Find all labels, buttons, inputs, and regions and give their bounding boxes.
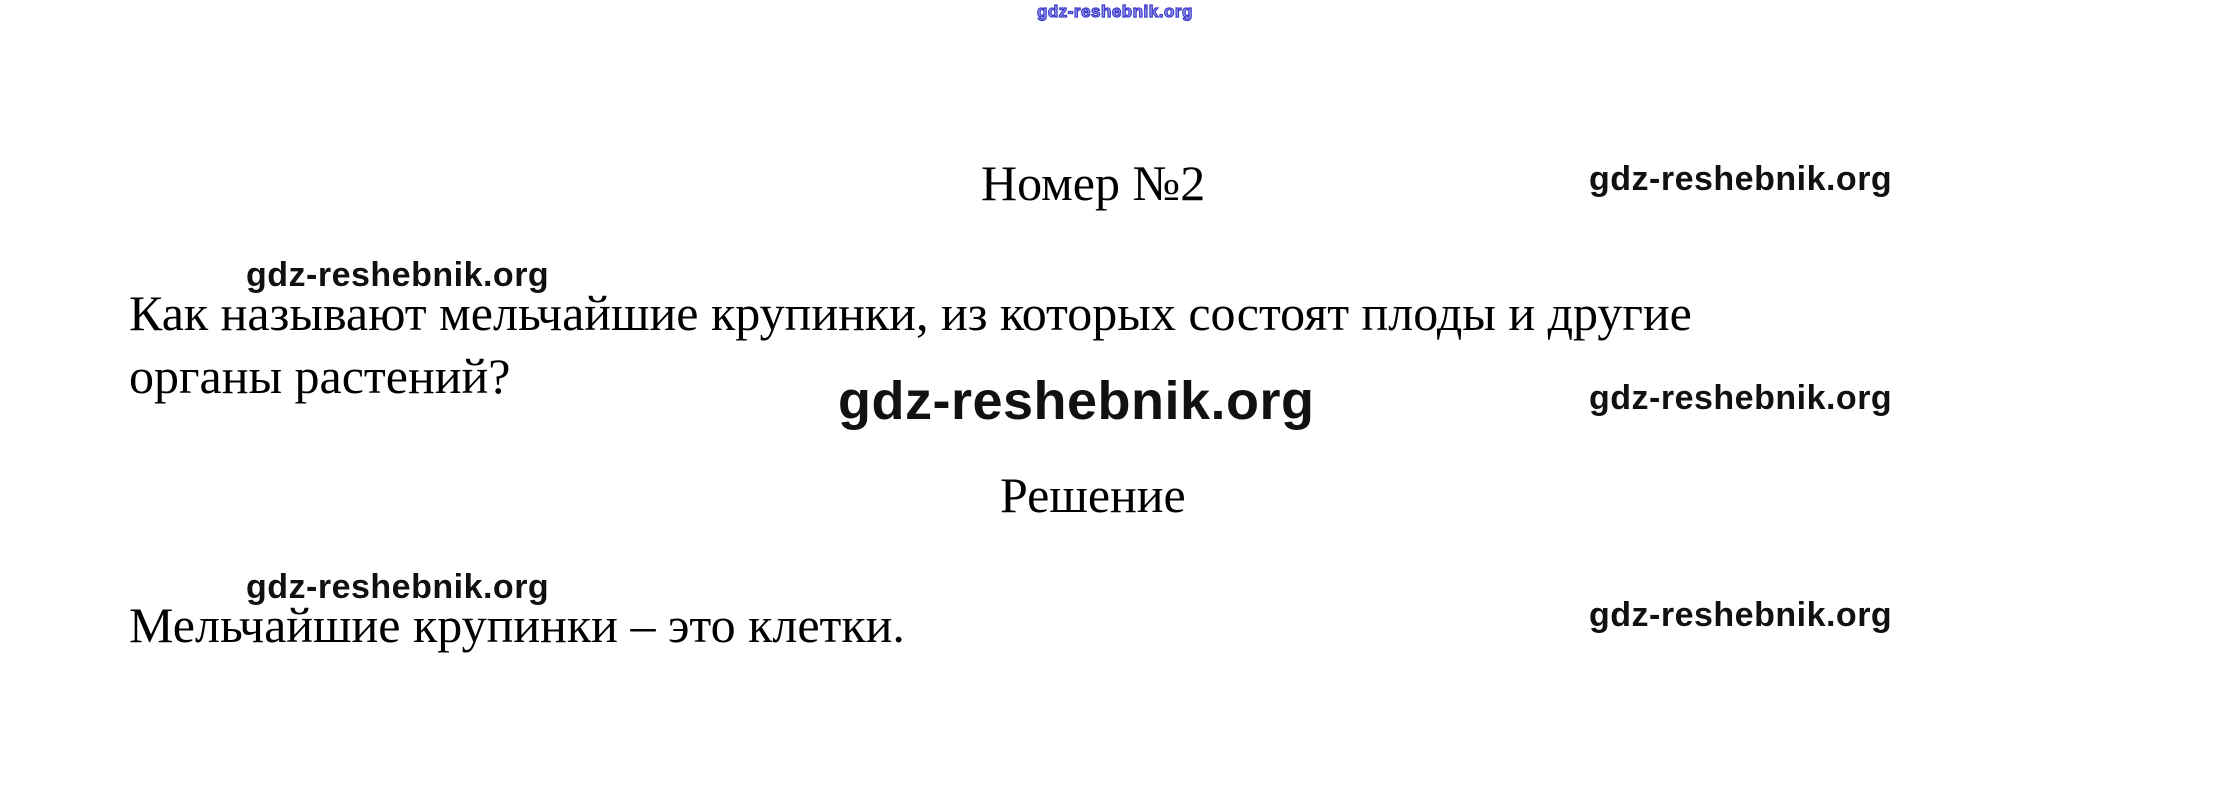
site-watermark-question-right: gdz-reshebnik.org — [1589, 379, 1893, 417]
question-text-line-2: органы растений? — [129, 348, 511, 404]
solution-heading: Решение — [1000, 467, 1186, 523]
site-watermark-answer-right: gdz-reshebnik.org — [1589, 596, 1893, 634]
task-number-title: Номер №2 — [981, 155, 1206, 211]
question-text-line-1: Как называют мельчайшие крупинки, из которых состоят плоды и другие — [129, 285, 1692, 341]
site-watermark-heading-right: gdz-reshebnik.org — [1589, 160, 1893, 198]
site-watermark-question-left: gdz-reshebnik.org — [246, 256, 550, 294]
site-watermark-top: gdz-reshebnik.org — [1037, 2, 1193, 21]
site-watermark-center-large: gdz-reshebnik.org — [838, 371, 1315, 431]
answer-text: Мельчайшие крупинки – это клетки. — [129, 597, 905, 653]
site-watermark-answer-left: gdz-reshebnik.org — [246, 568, 550, 606]
